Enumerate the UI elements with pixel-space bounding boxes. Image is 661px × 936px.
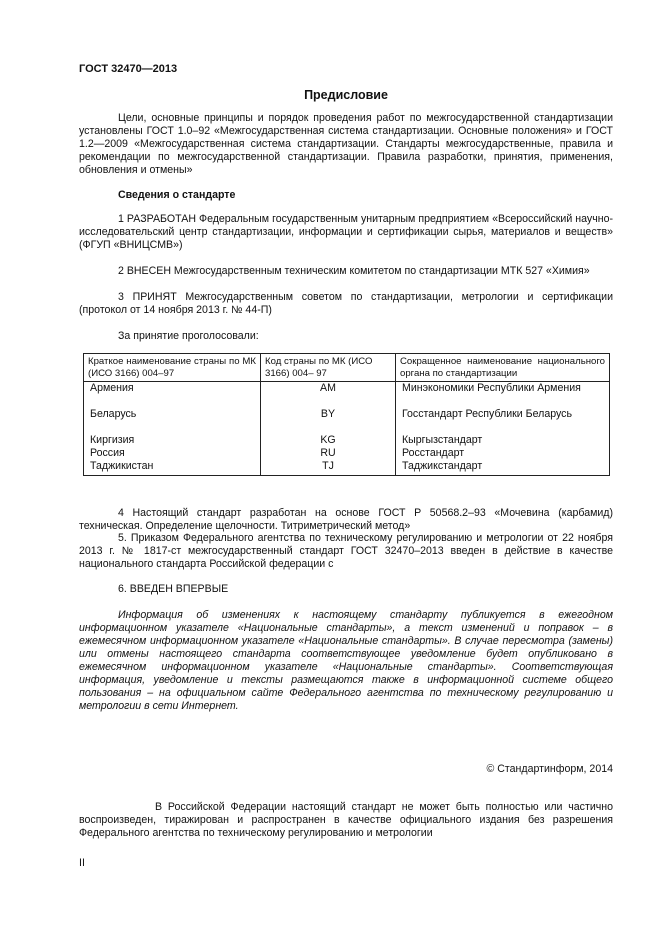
item-3-adopted: 3 ПРИНЯТ Межгосударственным советом по стандартизации, метрологии и сертификации (протокол от 14 ноября 2013 г. № 44-П)	[79, 291, 613, 316]
section-heading: Сведения о стандарте	[118, 189, 236, 201]
copyright-line: © Стандартинформ, 2014	[486, 763, 613, 775]
reproduction-notice: В Российской Федерации настоящий стандарт не может быть полностью или частично воспроизведен, тиражирован и распространен в качестве официального издания без разрешения Федерального агентства по техническому регулированию и метрологии	[79, 801, 613, 839]
changes-notice: Информация об изменениях к настоящему стандарту публикуется в ежегодном информационном указателе «Национальные стандарты», а текст изменений и поправок – в ежемесячном информационном указателе «Национальные стандарты». В случае пересмотра (замены) или отмены настоящего стандарта соответствующее уведомление будет опубликовано в ежемесячном информационном указателе «Национальные стандарты». Соответствующая информация, уведомление и тексты размещаются также в информационной системе общего пользования – на официальном сайте Федерального агентства по техническому регулированию и метрологии в сети Интернет.	[79, 609, 613, 712]
voting-table	[83, 353, 610, 476]
vote-intro: За принятие проголосовали:	[118, 330, 259, 342]
country-codes-cell: AM BY KG RU TJ	[261, 382, 396, 476]
page-title: Предисловие	[304, 88, 388, 102]
header-country-name: Краткое наименование страны по МК (ИСО 3166) 004–97	[84, 354, 261, 382]
item-4-basis: 4 Настоящий стандарт разработан на основе ГОСТ Р 50568.2–93 «Мочевина (карбамид) техническая. Определение щелочности. Титриметрический метод»	[79, 507, 613, 532]
document-id-header: ГОСТ 32470—2013	[79, 63, 178, 75]
intro-paragraph: Цели, основные принципы и порядок проведения работ по межгосударственной стандартизации установлены ГОСТ 1.0–92 «Межгосударственная система стандартизации. Основные положения» и ГОСТ 1.2—2009 «Межгосударственная система стандартизации. Стандарты межгосударственные, правила и рекомендации по межгосударственной стандартизации. Правила разработки, принятия, применения, обновления и отмены»	[79, 112, 613, 176]
item-1-developed: 1 РАЗРАБОТАН Федеральным государственным унитарным предприятием «Всероссийский научно-исследовательский центр стандартизации, информации и сертификации сырья, материалов и веществ» (ФГУП «ВНИЦСМВ»)	[79, 213, 613, 251]
header-national-body: Сокращенное наименование национального органа по стандартизации	[396, 354, 610, 382]
header-country-code: Код страны по МК (ИСО 3166) 004– 97	[261, 354, 396, 382]
item-6-first-introduced: 6. ВВЕДЕН ВПЕРВЫЕ	[118, 583, 229, 595]
table-header-row	[84, 354, 610, 382]
country-names-cell: Армения Беларусь Киргизия Россия Таджикистан	[84, 382, 261, 476]
item-2-introduced: 2 ВНЕСЕН Межгосударственным техническим комитетом по стандартизации МТК 527 «Химия»	[118, 265, 590, 277]
item-5-order: 5. Приказом Федерального агентства по техническому регулированию и метрологии от 22 ноября 2013 г. № 1817-ст межгосударственный стандарт ГОСТ 32470–2013 введен в действие в качестве национального стандарта Российской федерации с	[79, 532, 613, 570]
national-bodies-cell: Минэкономики Республики Армения Госстандарт Республики Беларусь Кыргызстандарт Росстандарт Таджикстандарт	[396, 382, 610, 476]
table-row	[84, 382, 610, 476]
page-number: II	[79, 857, 85, 869]
